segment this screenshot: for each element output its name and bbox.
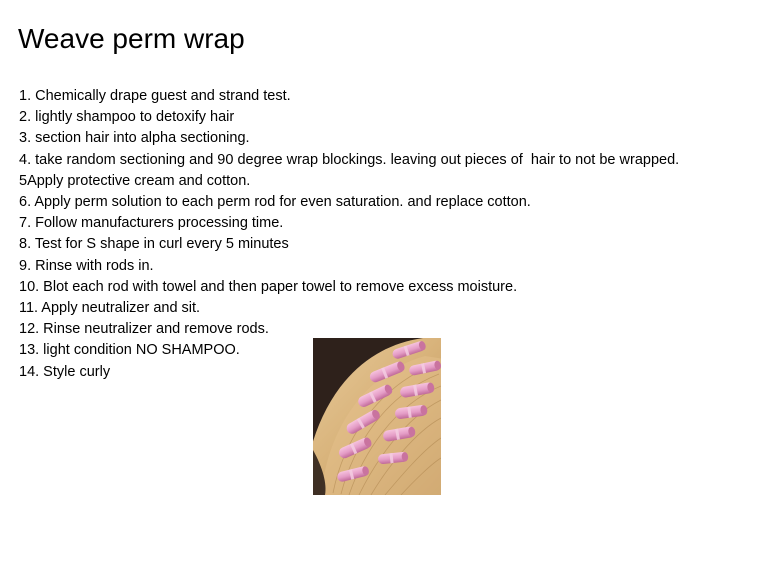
list-item: 14. Style curly — [19, 363, 111, 380]
page-title: Weave perm wrap — [18, 23, 245, 54]
list-item: 6. Apply perm solution to each perm rod for even saturation. and replace cotton. — [19, 194, 531, 211]
list-item: 13. light condition NO SHAMPOO. — [19, 342, 240, 359]
list-item: 4. take random sectioning and 90 degree wrap blockings. leaving out pieces of hair to not be wrapped. — [19, 151, 680, 168]
list-item: 8. Test for S shape in curl every 5 minutes — [19, 236, 289, 253]
list-item: 12. Rinse neutralizer and remove rods. — [19, 321, 269, 338]
list-item: 7. Follow manufacturers processing time. — [19, 215, 284, 232]
perm-rods-photo — [313, 338, 441, 495]
list-item: 10. Blot each rod with towel and then paper towel to remove excess moisture. — [19, 278, 518, 295]
perm-rods-illustration — [313, 338, 441, 495]
list-item: 9. Rinse with rods in. — [19, 257, 154, 274]
list-item: 5Apply protective cream and cotton. — [19, 172, 251, 189]
list-item: 2. lightly shampoo to detoxify hair — [19, 109, 235, 126]
list-item: 11. Apply neutralizer and sit. — [19, 300, 201, 317]
list-item: 3. section hair into alpha sectioning. — [19, 130, 250, 147]
list-item: 1. Chemically drape guest and strand test. — [19, 88, 291, 104]
